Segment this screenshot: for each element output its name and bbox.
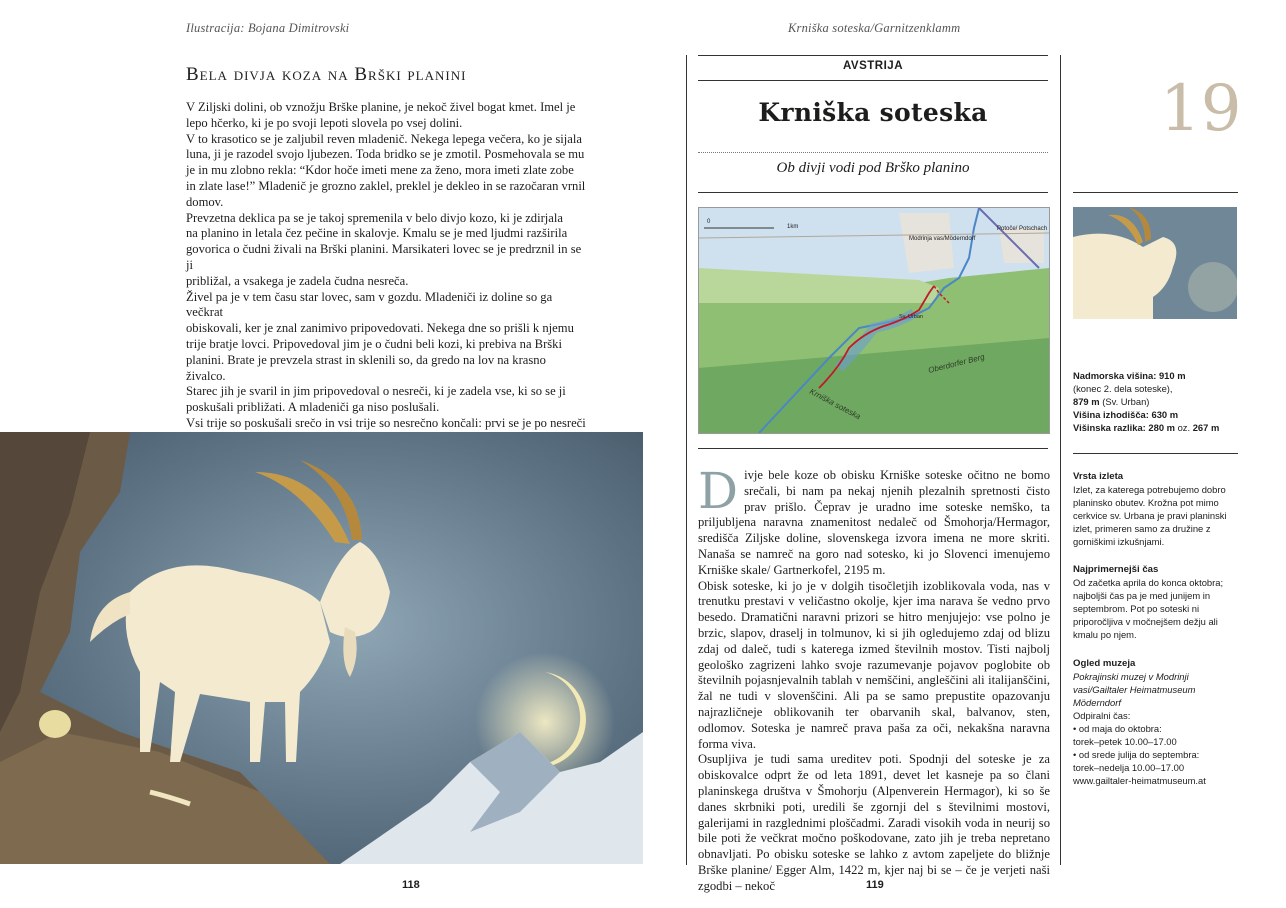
map-scale-km: 1km: [787, 224, 799, 230]
museum-hours-4: torek–nedelja 10.00–17.00: [1073, 762, 1185, 773]
running-head-right: Krniška soteska/Garnitzenklamm: [788, 21, 961, 35]
story-line: Starec jih je svaril in jim pripovedoval o nesreči, ki je zadela vse, ki so se ji: [186, 384, 566, 399]
story-title: Bela divja koza na Brški planini: [186, 64, 467, 85]
running-head-left: Ilustracija: Bojana Dimitrovski: [186, 21, 350, 35]
route-map: [698, 207, 1050, 434]
story-line: in zlate lase!” Mladenič je grozno zaklel, preklel je dekleo in se razočaran vrnil: [186, 178, 586, 193]
best-time-text: Od začetka aprila do konca oktobra; najboljši čas pa je med junijem in septembrom. Pot po soteski ni priporočljiva v močnejšem dežju ali kmalu po njem.: [1073, 577, 1224, 640]
altitude2-note: (Sv. Urban): [1102, 396, 1150, 407]
museum-heading: Ogled muzeja: [1073, 658, 1136, 669]
story-line: poskušali približati. A mladeniči ga niso poslušali.: [186, 400, 440, 415]
museum-hours-1: • od maja do oktobra:: [1073, 723, 1162, 734]
map-church-label: Sv. Urban: [899, 314, 924, 320]
info-best-time: [1073, 563, 1238, 641]
story-line: približal, a vsakega je zadela čudna nesreča.: [186, 273, 409, 288]
rule: [1073, 453, 1238, 454]
story-line: planini. Brate je prevzela strast in sklenili so, da gredo na lov na krasno živalco.: [186, 352, 546, 383]
story-line: luna, ji je razodel svojo ljubezen. Toda bridko se je zmotil. Posmehovala se mu: [186, 147, 585, 162]
info-facts: [1073, 369, 1238, 434]
best-time-heading: Najprimernejši čas: [1073, 564, 1159, 575]
story-line: Živel pa je v tem času star lovec, sam v gozdu. Mladeniči iz doline so ga večkrat: [186, 289, 553, 320]
body-paragraph: Obisk soteske, ki jo je v dolgih tisočletjih izoblikovala voda, nas v trenutku prestavi v veličastno okolje, kjer ima narava še vedno prvo besedo. Dramatični naravni prizori se hitro menjujejo: vse polno je brzic, slapov, draselj in tolmunov, ki si jih ogledujemo zdaj od blizu zdaj od daleč, tudi s katerega izmed številnih mostov. Tisti najbolj geološko zagrizeni lahko svoje razumevanje pojavov poglobite ob številnih pojasnjevalnih tablah v nemščini, angleščini ali italijanščini, žal ne tudi v slovenščini. Ali pa se samo prepustite opazovanju najrazličneje oblikovanih ter obarvanih skal, balvanov, sten, odlomov. Soteska je namreč prava paša za oči, nekakšna naravna forma viva.: [698, 578, 1050, 751]
start-altitude: Višina izhodišča: 630 m: [1073, 409, 1179, 420]
museum-hours-2: torek–petek 10.00–17.00: [1073, 736, 1177, 747]
body-paragraph: Osupljiva je tudi sama ureditev poti. Spodnji del soteske je za obiskovalce odprt že od leta 1891, devet let kasneje pa so člani planinskega društva v Šmohorju (Alpenverein Hermagor), ki so še danes skrbniki poti, uredili še zgornji del s številnimi mostovi, galerijami in razglednimi ploščadmi. Zaradi visokih voda in neurij so bile poti že večkrat močno poškodovane, zato jih je treba nepretano obnavljati. Po obisku soteske se lahko z avtom zapeljete do bližnje Brške planine/ Egger Alm, 1422 m, kjer naj bi se – če je verjeti naši zgodbi – nekoč: [698, 752, 1050, 893]
trip-number: 19: [1160, 72, 1242, 146]
story-line: je in mu zlobno rekla: “Kdor hoče imeti mene za ženo, mora imeti zlate zobe: [186, 163, 574, 178]
rule: [698, 55, 1048, 56]
map-mountain-label: Oberdorfer Berg: [927, 352, 986, 375]
dotted-rule: [698, 152, 1048, 153]
trip-subtitle: Ob divji vodi pod Brško planino: [776, 160, 970, 176]
trip-title: Krniška soteska: [758, 98, 988, 127]
altitude-diff: Višinska razlika: 280 m: [1073, 422, 1175, 433]
trip-type-text: Izlet, za katerega potrebujemo dobro planinsko obutev. Krožna pot mimo cerkvice sv. Urbana je pravi planinski izlet, primeren samo za družine z gorniškimi izkušnjami.: [1073, 484, 1227, 547]
altitude-note: (konec 2. dela soteske),: [1073, 383, 1173, 394]
rule: [698, 192, 1048, 193]
altitude-diff2: 267 m: [1192, 422, 1220, 433]
rule: [1073, 192, 1238, 193]
story-text: [186, 100, 586, 463]
museum-name: Pokrajinski muzej v Modrinji vasi/Gailtaler Heimatmuseum Möderndorf: [1073, 671, 1196, 708]
column-rule: [1060, 55, 1061, 865]
story-line: Prevzetna deklica pa se je takoj spremenila v belo divjo kozo, ki je zdirjala: [186, 210, 563, 225]
info-trip-type: [1073, 470, 1238, 548]
drop-cap: D: [698, 462, 739, 520]
article-body: [698, 462, 1050, 895]
map-gorge-label: Krniška soteska: [808, 386, 863, 422]
story-line: V to krasotico se je zaljubil reven mladenič. Nekega lepega večera, ko je sijala: [186, 131, 582, 146]
page-number-right: 119: [866, 879, 884, 891]
story-line: Vsi trije so poskušali srečo in vsi trije so nesrečno končali: prvi se je po nesreči: [186, 415, 586, 430]
column-rule: [686, 55, 687, 865]
museum-hours-3: • od srede julija do septembra:: [1073, 749, 1200, 760]
story-line: na planino in letala čez pečine in skalovje. Kmalu se je med ljudmi razširila: [186, 226, 568, 241]
museum-hours-label: Odpiralni čas:: [1073, 710, 1131, 721]
map-scale-zero: 0: [707, 219, 711, 225]
map-town2-label: Potoče/ Potschach: [997, 226, 1048, 232]
trip-type-heading: Vrsta izleta: [1073, 471, 1124, 482]
story-line: obiskovali, ker je znal zanimivo pripovedovati. Nekega dne so prišli k njemu: [186, 321, 574, 336]
info-museum: [1073, 657, 1238, 787]
goat-illustration: [0, 432, 643, 864]
altitude2: 879 m: [1073, 396, 1100, 407]
rule: [698, 448, 1048, 449]
page-number-left: 118: [402, 879, 420, 891]
map-town-label: Modrinja vas/Möderndorf: [909, 236, 976, 242]
goat-thumbnail: [1073, 207, 1237, 319]
country-label: AVSTRIJA: [842, 60, 904, 72]
story-line: V Ziljski dolini, ob vznožju Brške planine, je nekoč živel bogat kmet. Imel je: [186, 100, 576, 114]
story-line: govorica o čudni živali na Brški planini. Marsikateri lovec se je predrznil in se ji: [186, 242, 582, 272]
rule: [698, 80, 1048, 81]
story-line: lepo hčerko, ki je po svoji lepoti slovela po vsej dolini.: [186, 115, 463, 130]
altitude-diff-or: oz.: [1177, 422, 1191, 433]
story-line: trije bratje lovci. Pripovedoval jim je o čudni beli kozi, ki prebiva na Brški: [186, 336, 562, 351]
body-paragraph: ivje bele koze ob obisku Krniške soteske očitno ne bomo srečali, bi nam pa nekaj njenih plezalnih spretnosti čisto prav prišlo. Čeprav je uradno ime soteske nemško, ta priljubljena naravna znamenitost nedaleč od Šmohorja/Hermagor, središča Ziljske doline, slovenskega izvora imena ne more skriti. Nanaša se namreč na goro nad sotesko, ki jo Slovenci imenujemo Krniške skale/ Gartnerkofel, 2195 m.: [698, 468, 1050, 577]
altitude-label: Nadmorska višina: 910 m: [1073, 370, 1186, 381]
museum-url[interactable]: www.gailtaler-heimatmuseum.at: [1073, 775, 1206, 786]
story-line: domov.: [186, 194, 224, 209]
